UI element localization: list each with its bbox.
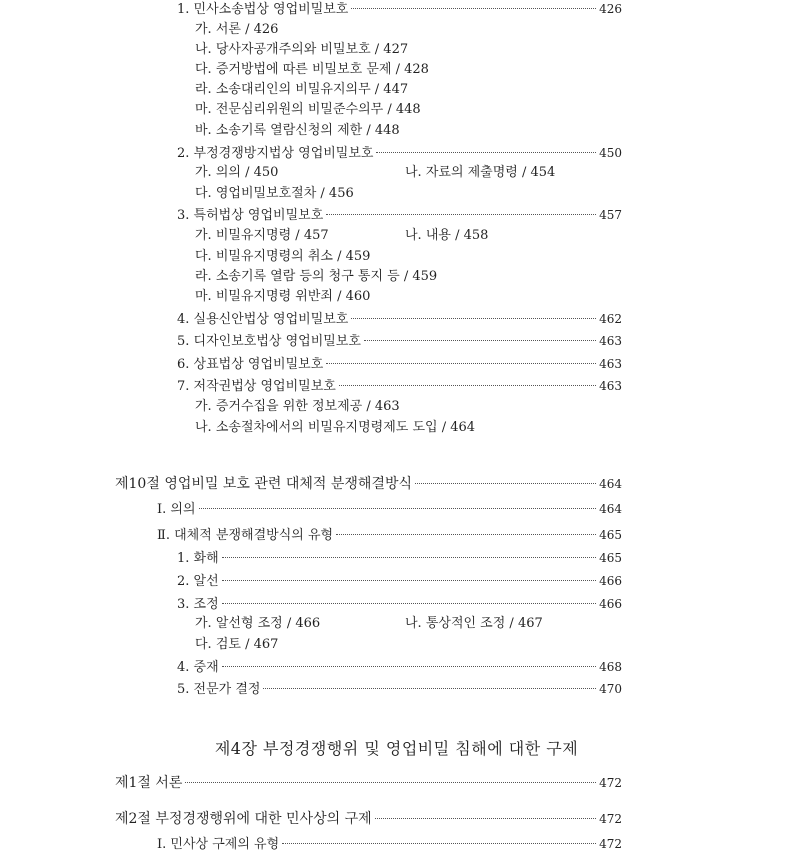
toc-section-civil-remedies[interactable] [115,811,622,827]
toc-entry-label: 7. 저작권법상 영업비밀보호 [177,379,336,394]
page-number: 464 [599,502,622,516]
page-number: 463 [599,357,622,371]
page-number: 450 [599,146,622,160]
toc-entry-utility-model[interactable] [177,311,622,328]
toc-entry-label: 6. 상표법상 영업비밀보호 [177,357,324,372]
toc-subentry[interactable]: 다. 검토 / 467 [195,637,279,652]
toc-entry-significance[interactable] [157,501,622,518]
leader-dots [222,580,596,581]
toc-subentry[interactable]: 가. 서론 / 426 [195,22,279,37]
page-number: 463 [599,379,622,393]
toc-entry-label: 1. 민사소송법상 영업비밀보호 [177,2,349,17]
toc-entry-conciliation[interactable] [177,596,622,613]
toc-entry-label: 2. 알선 [177,574,219,589]
toc-entry-label: 5. 전문가 결정 [177,682,261,697]
toc-subentry[interactable]: 다. 비밀유지명령의 취소 / 459 [195,249,371,264]
toc-subentry[interactable]: 나. 당사자공개주의와 비밀보호 / 427 [195,42,409,57]
toc-subentry[interactable]: 가. 알선형 조정 / 466 [195,616,321,631]
toc-subentry[interactable]: 나. 소송절차에서의 비밀유지명령제도 도입 / 464 [195,420,476,435]
page-number: 426 [599,2,622,16]
toc-subentry[interactable]: 마. 비밀유지명령 위반죄 / 460 [195,289,371,304]
toc-entry-settlement[interactable] [177,550,622,567]
leader-dots [364,340,596,341]
page-number: 470 [599,682,622,696]
toc-entry-label: 3. 특허법상 영업비밀보호 [177,208,324,223]
toc-entry-trademark[interactable] [177,356,622,373]
toc-entry-label: 5. 디자인보호법상 영업비밀보호 [177,334,361,349]
page-number: 465 [599,528,622,542]
toc-section-label: 제10절 영업비밀 보호 관련 대체적 분쟁해결방식 [115,476,413,492]
leader-dots [351,8,596,9]
toc-subentry[interactable]: 나. 자료의 제출명령 / 454 [405,165,556,180]
toc-subentry[interactable]: 가. 의의 / 450 [195,165,279,180]
leader-dots [199,508,597,509]
page-number: 472 [599,837,622,851]
toc-entry-label: 2. 부정경쟁방지법상 영업비밀보호 [177,146,374,161]
toc-section-label: 제1절 서론 [115,775,183,791]
toc-subentry[interactable]: 다. 증거방법에 따른 비밀보호 문제 / 428 [195,62,429,77]
leader-dots [336,534,596,535]
toc-entry-patent[interactable] [177,207,622,224]
toc-subentry[interactable]: 가. 증거수집을 위한 정보제공 / 463 [195,399,400,414]
page-number: 462 [599,312,622,326]
leader-dots [415,483,596,484]
page-number: 468 [599,660,622,674]
toc-entry-civil-procedure[interactable] [177,1,622,18]
leader-dots [185,782,596,783]
toc-subentry[interactable]: 가. 비밀유지명령 / 457 [195,228,329,243]
toc-entry-label: Ⅰ. 민사상 구제의 유형 [157,837,280,852]
toc-entry-copyright[interactable] [177,378,622,395]
toc-entry-label: 4. 중재 [177,660,219,675]
leader-dots [326,214,596,215]
toc-section-introduction[interactable] [115,775,622,791]
toc-entry-label: Ⅱ. 대체적 분쟁해결방식의 유형 [157,528,334,543]
toc-subentry[interactable]: 라. 소송기록 열람 등의 청구 통지 등 / 459 [195,269,438,284]
toc-entry-civil-remedy-types[interactable] [157,836,622,853]
leader-dots [351,318,596,319]
chapter-heading[interactable]: 제4장 부정경쟁행위 및 영업비밀 침해에 대한 구제 [214,739,579,758]
toc-entry-arbitration[interactable] [177,659,622,676]
toc-subentry[interactable]: 나. 통상적인 조정 / 467 [405,616,543,631]
page-number: 463 [599,334,622,348]
leader-dots [375,818,596,819]
toc-entry-label: 4. 실용신안법상 영업비밀보호 [177,312,349,327]
page-number: 472 [599,812,622,826]
toc-entry-label: 3. 조정 [177,597,219,612]
toc-entry-adr-types[interactable] [157,527,622,544]
page-number: 472 [599,776,622,790]
page-number: 466 [599,574,622,588]
toc-subentry[interactable]: 다. 영업비밀보호절차 / 456 [195,186,354,201]
page-number: 457 [599,208,622,222]
page-number: 465 [599,551,622,565]
leader-dots [222,603,596,604]
toc-subentry[interactable]: 나. 내용 / 458 [405,228,489,243]
toc-section-label: 제2절 부정경쟁행위에 대한 민사상의 구제 [115,811,372,827]
toc-subentry[interactable]: 바. 소송기록 열람신청의 제한 / 448 [195,123,400,138]
leader-dots [326,363,596,364]
page-number: 466 [599,597,622,611]
toc-entry-expert-determination[interactable] [177,681,622,698]
toc-entry-label: 1. 화해 [177,551,219,566]
toc-entry-unfair-competition[interactable] [177,145,622,162]
leader-dots [339,385,596,386]
leader-dots [222,666,596,667]
leader-dots [376,152,596,153]
leader-dots [222,557,596,558]
toc-entry-label: Ⅰ. 의의 [157,502,196,517]
leader-dots [282,843,596,844]
leader-dots [263,688,596,689]
toc-section-10[interactable] [115,476,622,492]
toc-entry-design[interactable] [177,333,622,350]
toc-entry-mediation-referral[interactable] [177,573,622,590]
page-number: 464 [599,477,622,491]
toc-subentry[interactable]: 마. 전문심리위원의 비밀준수의무 / 448 [195,102,421,117]
toc-subentry[interactable]: 라. 소송대리인의 비밀유지의무 / 447 [195,82,409,97]
